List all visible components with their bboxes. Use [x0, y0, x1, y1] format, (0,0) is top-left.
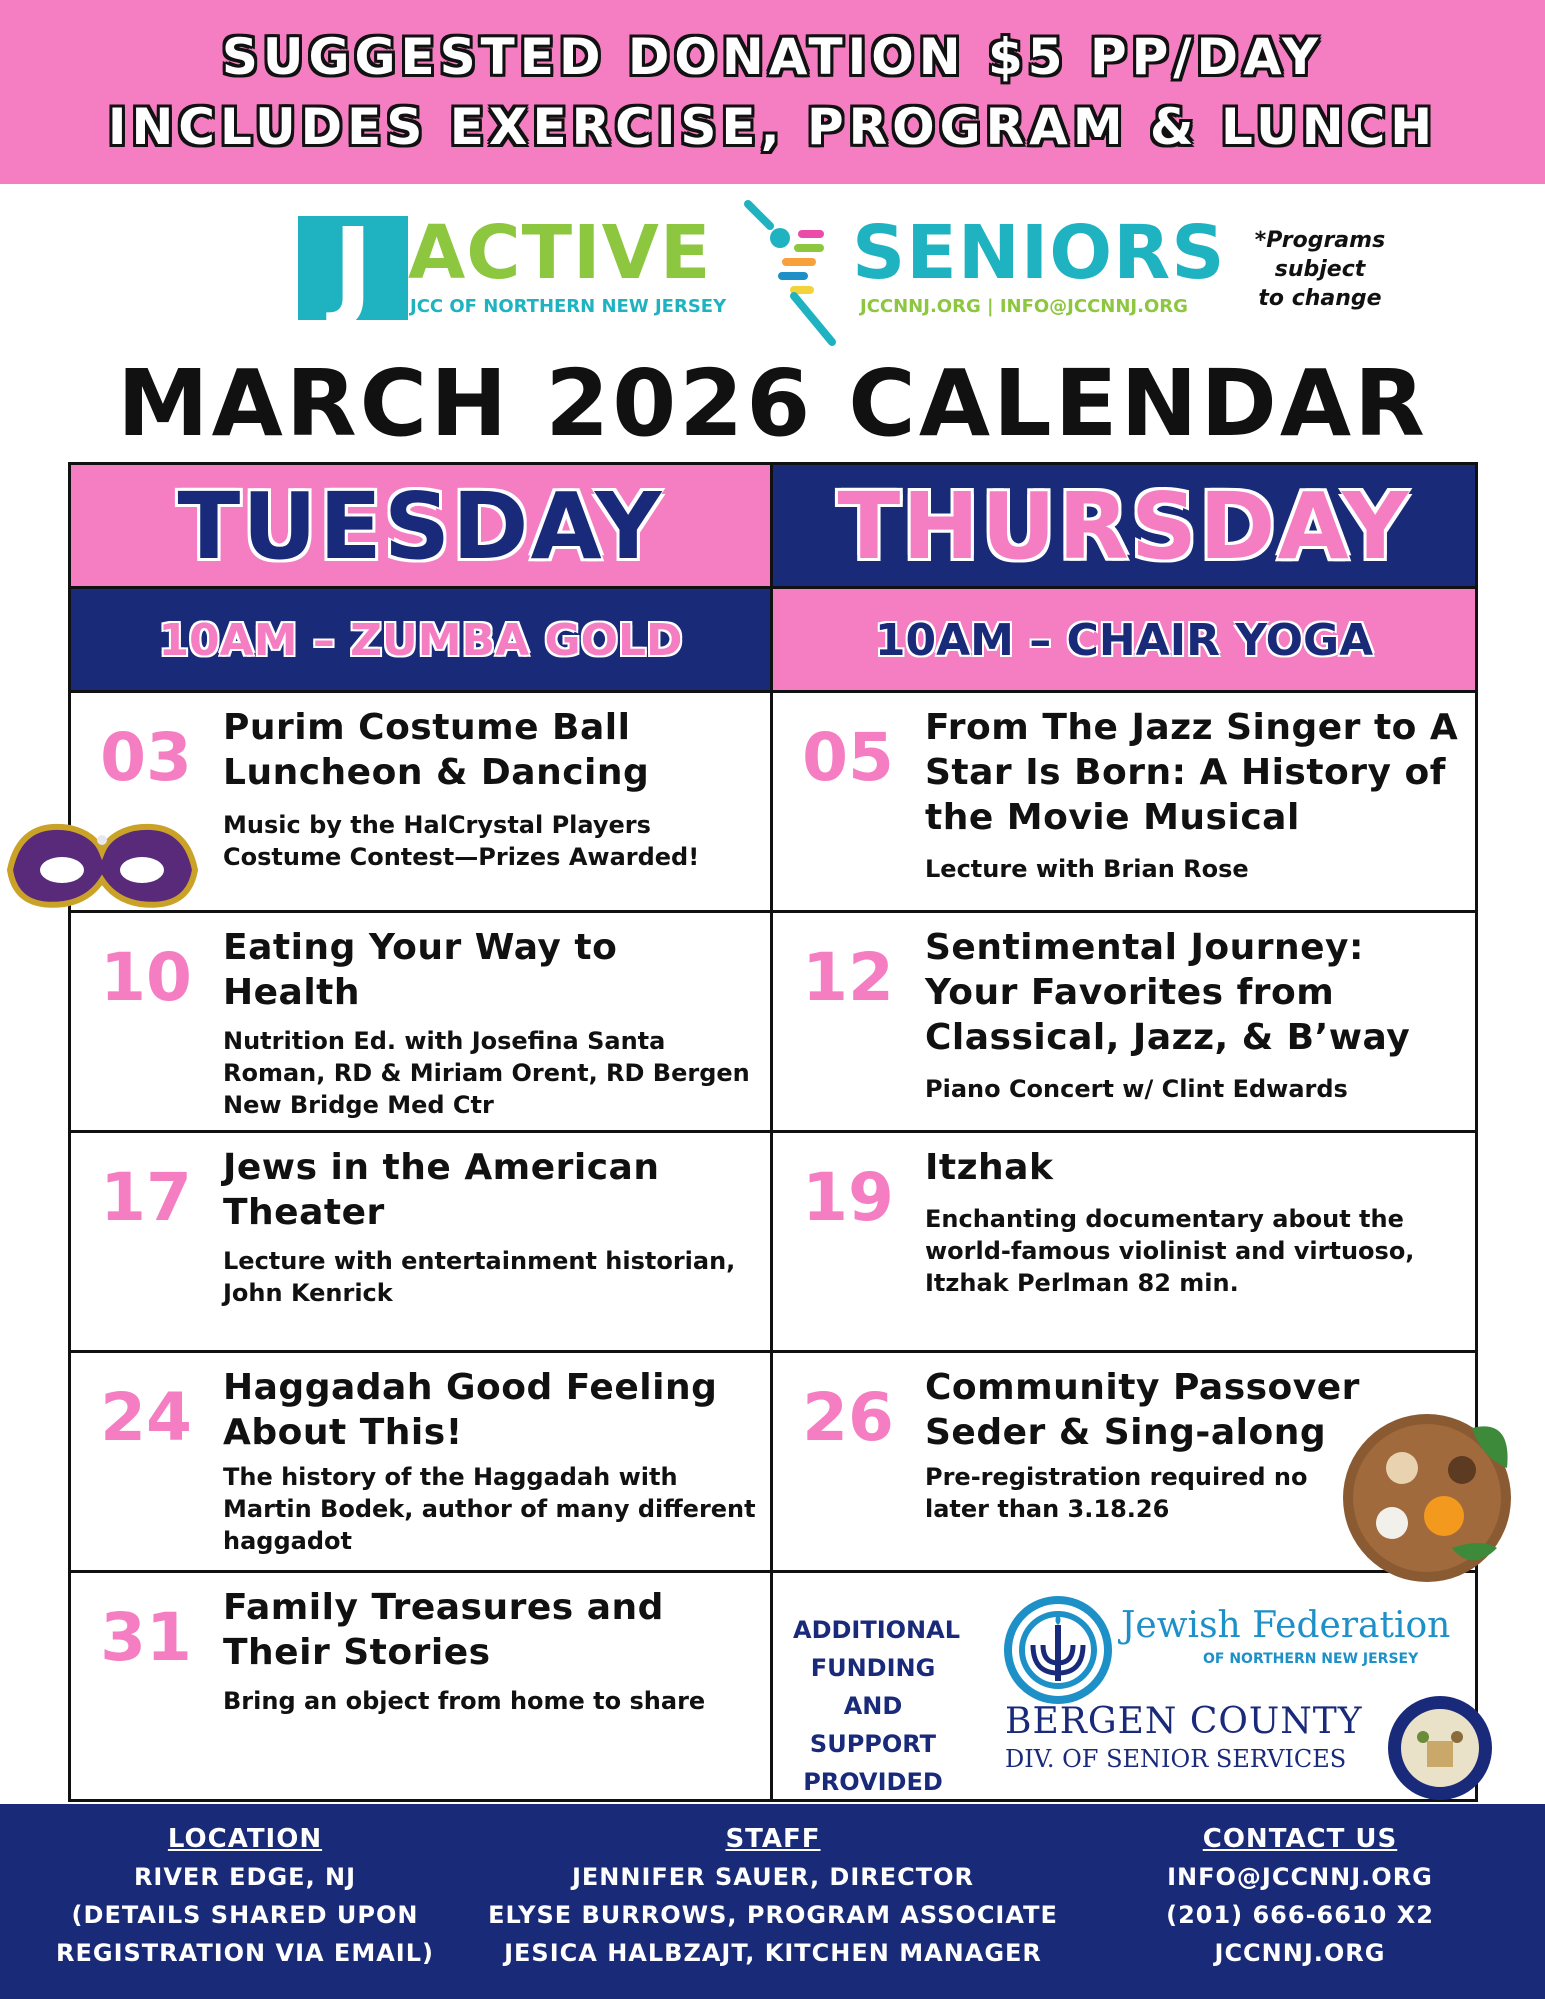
event-title: Purim Costume Ball Luncheon & Dancing [223, 707, 650, 793]
footer-staff [468, 1820, 1078, 1972]
event-date: 05 [802, 719, 894, 796]
event-cell [773, 693, 1475, 913]
calendar-title: MARCH 2026 CALENDAR [117, 350, 1428, 457]
staff-heading: STAFF [725, 1824, 821, 1854]
event-description: Pre-registration required no later than 3.18.26 [925, 1463, 1308, 1523]
jcc-j-logo: J [298, 216, 408, 320]
event-description: Nutrition Ed. with Josefina Santa Roman, RD & Miriam Orent, RD Bergen New Bridge Med Ctr [223, 1027, 750, 1119]
bergen-county-subtitle: DIV. OF SENIOR SERVICES [1005, 1745, 1347, 1773]
event-description: The history of the Haggadah with Martin Bodek, author of many different haggadot [223, 1463, 756, 1555]
funding-cell [773, 1573, 1475, 1799]
footer-location [20, 1820, 470, 1972]
event-title: Sentimental Journey: Your Favorites from Classical, Jazz, & B’way [925, 927, 1411, 1058]
jewish-federation-subtitle: OF NORTHERN NEW JERSEY [1203, 1651, 1419, 1667]
note-line-2: subject [1274, 257, 1366, 282]
seder-plate-icon [1332, 1398, 1522, 1588]
event-title: Family Treasures and Their Stories [223, 1587, 664, 1673]
event-date: 19 [802, 1159, 894, 1236]
staff-line: JENNIFER SAUER, DIRECTOR [571, 1863, 975, 1891]
thursday-header: THURSDAY [773, 465, 1475, 589]
event-date: 17 [100, 1159, 192, 1236]
event-description: Piano Concert w/ Clint Edwards [925, 1075, 1348, 1103]
contact-heading: CONTACT US [1202, 1824, 1398, 1854]
staff-line: JESICA HALBZAJT, KITCHEN MANAGER [504, 1939, 1042, 1967]
event-description: Music by the HalCrystal Players Costume Contest—Prizes Awarded! [223, 811, 700, 871]
event-title: Community Passover Seder & Sing-along [925, 1367, 1360, 1453]
event-description: Lecture with Brian Rose [925, 855, 1249, 883]
event-cell [71, 913, 770, 1133]
banner-line-2: INCLUDES EXERCISE, PROGRAM & LUNCH [107, 98, 1438, 156]
event-cell [71, 1133, 770, 1353]
location-heading: LOCATION [167, 1824, 323, 1854]
footer [0, 1804, 1545, 1999]
event-title: From The Jazz Singer to A Star Is Born: A History of the Movie Musical [925, 707, 1459, 838]
event-description: Enchanting documentary about the world-famous violinist and virtuoso, Itzhak Perlman 82 min. [925, 1205, 1415, 1297]
location-line: RIVER EDGE, NJ [133, 1863, 357, 1891]
jewish-federation-name: Jewish Federation [1121, 1605, 1451, 1646]
event-cell [773, 913, 1475, 1133]
event-title: Haggadah Good Feeling About This! [223, 1367, 718, 1453]
event-description: Lecture with entertainment historian, John Kenrick [223, 1247, 736, 1307]
event-date: 24 [100, 1379, 192, 1456]
contact-phone[interactable]: (201) 666-6610 X2 [1166, 1901, 1434, 1929]
tuesday-class: 10AM – ZUMBA GOLD [71, 589, 770, 693]
event-title: Jews in the American Theater [223, 1147, 660, 1233]
funding-label: ADDITIONAL FUNDING AND SUPPORT PROVIDED [793, 1616, 961, 1796]
note-line-1: *Programs [1254, 228, 1386, 253]
jcc-active-seniors-logo [290, 196, 1400, 346]
event-title: Itzhak [925, 1147, 1054, 1188]
contact-website[interactable]: JCCNNJ.ORG [1214, 1939, 1386, 1967]
event-cell [773, 1133, 1475, 1353]
event-description: Bring an object from home to share [223, 1687, 706, 1715]
note-line-3: to change [1258, 286, 1382, 311]
jewish-federation-menorah-logo [1003, 1595, 1113, 1705]
event-cell [71, 1573, 770, 1799]
footer-contact [1070, 1820, 1530, 1972]
thursday-class: 10AM – CHAIR YOGA [773, 589, 1475, 693]
purim-mask-icon [0, 800, 205, 930]
event-date: 26 [802, 1379, 894, 1456]
tuesday-column [71, 465, 773, 1799]
bergen-county-name: BERGEN COUNTY [1005, 1701, 1363, 1742]
contact-email[interactable]: INFO@JCCNNJ.ORG [1167, 1863, 1433, 1891]
runner-figure-icon [740, 196, 840, 346]
calendar-grid [68, 462, 1478, 1802]
logo-active-word: ACTIVE [408, 210, 712, 296]
event-date: 12 [802, 939, 894, 1016]
location-line: (DETAILS SHARED UPON [71, 1901, 419, 1929]
logo-seniors-word: SENIORS [852, 210, 1226, 296]
event-cell [71, 1353, 770, 1573]
event-date: 03 [100, 719, 192, 796]
banner-line-1: SUGGESTED DONATION $5 PP/DAY [221, 28, 1324, 86]
event-date: 10 [100, 939, 192, 1016]
event-date: 31 [100, 1599, 192, 1676]
bergen-county-seal-icon [1385, 1693, 1495, 1803]
donation-banner [0, 0, 1545, 184]
location-line: REGISTRATION VIA EMAIL) [56, 1939, 434, 1967]
staff-line: ELYSE BURROWS, PROGRAM ASSOCIATE [488, 1901, 1058, 1929]
thursday-column [773, 465, 1475, 1799]
event-title: Eating Your Way to Health [223, 927, 618, 1013]
logo-contact-subtitle: JCCNNJ.ORG | INFO@JCCNNJ.ORG [860, 296, 1188, 317]
tuesday-header: TUESDAY [71, 465, 770, 589]
logo-jcc-subtitle: JCC OF NORTHERN NEW JERSEY [410, 296, 727, 317]
programs-subject-to-change-note [1240, 226, 1400, 313]
